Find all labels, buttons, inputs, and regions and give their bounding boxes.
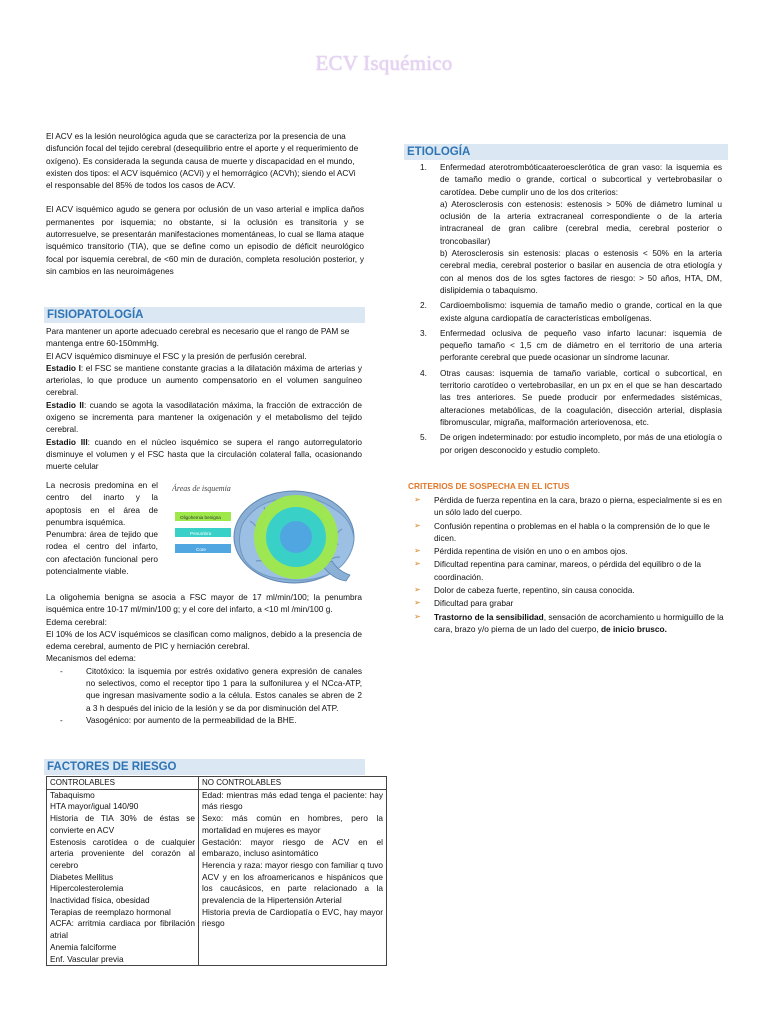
list-item <box>410 367 722 428</box>
item-number: 2. <box>420 300 427 311</box>
item-text: Dificultad para grabar <box>434 598 514 609</box>
arrow-bullet-icon: ➢ <box>414 611 421 621</box>
arrow-bullet-icon: ➢ <box>414 598 421 608</box>
estadio-1-text: : el FSC se mantiene constante gracias a la dilatación máxima de arterias y arteriolas, lo que produce un aumento compensatorio en el volumen sanguíneo cerebral. <box>46 362 363 398</box>
estadio-3-text: : cuando en el núcleo isquémico se supera el rango autorregulatorio disminuye el volumen y el FSC hasta que la circulación colateral falla, ocasionando muerte celular <box>46 436 362 472</box>
list-item <box>402 520 724 545</box>
intro-paragraph-1: El ACV es la lesión neurológica aguda que se caracteriza por la presencia de una disfunción focal del tejido cerebral (desequilibrio entre el aporte y el requerimiento de oxígeno). Es considerada la segunda causa de muerte y discapacidad en el mundo, existen dos tipos: el ACV isquémico (ACVi) y el hemorrágico (ACVh); siendo el ACVi el responsable del 85% de todos los casos de ACV. <box>46 131 359 191</box>
necrosis-text: La necrosis predomina en el centro del inarto y la apoptosis en el área de penumbra isquémica. <box>46 480 158 527</box>
estadio-3 <box>46 436 362 473</box>
controlables-cell: Tabaquismo HTA mayor/igual 140/90 Historia de TIA 30% de éstas se convierte en ACV Estenosis carotídea o de cualquier arteria proveniente del corazón al cerebro Diabetes Mellitus Hipercolesterolemia Inactividad física, obesidad Terapias de reemplazo hormonal ACFA: arritmia cardiaca por fibrilación atrial Anemia falciforme Enf. Vascular previa <box>47 789 199 966</box>
item-number: 1. <box>420 162 427 172</box>
item-text: Dolor de cabeza fuerte, repentino, sin causa conocida. <box>434 585 635 596</box>
arrow-bullet-icon: ➢ <box>414 495 421 504</box>
page-title: ECV Isquémico <box>315 51 453 75</box>
list-item <box>410 299 722 324</box>
item-text: Confusión repentina o problemas en el habla o la comprensión de lo que le dicen. <box>434 520 710 543</box>
estadio-2 <box>46 399 362 436</box>
no-controlables-cell: Edad: mientras más edad tenga el paciente: hay más riesgo Sexo: más común en hombres, pero la mortalidad en mujeres es mayor Gestación: mayor riesgo de ACV en el embarazo, incluso asintomático Herencia y raza: mayor riesgo con familiar q tuvo ACV y en los afroamericanos e hispánicos que los caucásicos, en parte relacionado a la prevalencia de la Hipertensión Arterial Historia previa de Cardiopatía o EVC, hay mayor riesgo <box>199 789 387 966</box>
item-text: Otras causas: isquemia de tamaño variable, cortical o subcortical, en territorio carotídeo o vertebrobasilar, en un px en el que se han descartado las tres anteriores. Se puede producir por enfermedades sistémicas, alteraciones metabólicas, de la coagulación, disección arterial, displasia fibromuscular, migraña, malformación arteriovenosa, etc. <box>440 367 722 427</box>
criterios-list-wrap <box>402 494 724 636</box>
arrow-bullet-icon: ➢ <box>414 559 421 569</box>
estadio-2-label: Estadio II <box>46 399 84 410</box>
item-number: 3. <box>420 327 427 338</box>
criterios-heading: CRITERIOS DE SOSPECHA EN EL ICTUS <box>408 481 570 491</box>
item-text: Cardioembolismo: isquemia de tamaño medio o grande, cortical en la que existe alguna cardiopatía de características embolígenas. <box>440 300 722 323</box>
item-text: De origen indeterminado: por estudio incompleto, por más de una etiología o por origen desconocido y estudio completo. <box>440 432 722 455</box>
estadio-1-label: Estadio I <box>46 362 81 373</box>
list-item <box>402 611 724 636</box>
fisiopatologia-heading: FISIOPATOLOGÍA <box>44 307 365 323</box>
etiologia-list-wrap <box>410 161 722 459</box>
item-bold-end: de inicio brusco. <box>600 623 667 634</box>
figure-title: Áreas de isquemia <box>172 484 231 493</box>
fisio-paragraph-2: El ACV isquémico disminuye el FSC y la presión de perfusión cerebral. <box>46 350 307 361</box>
factores-riesgo-heading: FACTORES DE RIESGO <box>44 759 365 775</box>
item-bold: Trastorno de la sensibilidad <box>434 611 544 622</box>
mecanismos-heading: Mecanismos del edema: <box>46 653 136 664</box>
list-item <box>410 327 722 364</box>
intro-paragraph-2: El ACV isquémico agudo se genera por oclusión de un vaso arterial e implica daños permanentes por isquemia; no obstante, si la oclusión es transitoria y se autorresuelve, se presentarán manifestaciones momentáneas, lo cual se llama ataque isquémico transitorio (TIA), que se define como un episodio de déficit neurológico focal por isquemia cerebral, de <60 min de duración, completa resolución posterior, y sin cambios en las neuroimágenes <box>46 204 364 276</box>
list-item <box>402 494 724 519</box>
item-text: Dificultad repentina para caminar, mareos, o pérdida del equilibro o de la coordinación. <box>434 559 702 582</box>
edema-text: El 10% de los ACV isquémicos se clasifican como malignos, debido a la presencia de edema cerebral, aumento de PIC y herniación cerebral. <box>46 628 362 652</box>
brain-ischemia-illustration <box>172 481 372 585</box>
col-no-controlables: NO CONTROLABLES <box>199 777 387 790</box>
arrow-bullet-icon: ➢ <box>414 585 421 595</box>
item-number: 5. <box>420 432 427 443</box>
item-number: 4. <box>420 367 427 378</box>
oligohemia-text: La oligohemia benigna se asocia a FSC mayor de 17 ml/min/100; la penumbra isquémica entre 10-17 ml/min/100 g; y el core del infarto, a <10 ml /min/100 g. <box>46 592 362 615</box>
citotoxico-text: Citotóxico: la isquemia por estrés oxidativo genera expresión de canales no selectivos, como el receptor tipo 1 para la sulfonilurea y el NCca-ATP, que ingresan masivamente sodio a la célula. Estos canales se abren de 2 a 3 h después del inicio de la lesión y se da por disminución del ATP. <box>86 665 362 713</box>
list-item <box>402 545 724 557</box>
table-row <box>47 789 387 966</box>
edema-heading: Edema cerebral: <box>46 616 107 627</box>
criterios-list <box>402 494 724 635</box>
estadio-2-text: : cuando se agota la vasodilatación máxima, la fracción de extracción de oxigeno se incrementa para mantener la oxigenación y el metabolismo del tejido cerebral. <box>46 399 362 435</box>
mecanismo-citotoxico: - Citotóxico: la isquemia por estrés oxidativo genera expresión de canales no selectivos, como el receptor tipo 1 para la sulfonilurea y el NCca-ATP, que ingresan masivamente sodio a la célula. Estos canales se abren de 2 a 3 h después del inicio de la lesión y se da por disminución del ATP. <box>60 665 362 713</box>
legend-oligohemia: Oligohemia benigna <box>180 515 221 520</box>
item-sub-b: b) Aterosclerosis sin estenosis: placas o estenosis < 50% en la arteria cerebral media, cerebral posterior o basilar en ausencia de otra etiología y con al menos dos de los sgtes factores de riesgo: > 50 años, HTA, DM, dislipidemia o tabaquismo. <box>440 248 722 295</box>
list-item <box>410 161 722 296</box>
fisiopatologia-body <box>46 325 362 473</box>
mecanismo-vasogenico: - Vasogénico: por aumento de la permeabilidad de la BHE. <box>60 714 297 725</box>
estadio-3-label: Estadio III <box>46 436 88 447</box>
arrow-bullet-icon: ➢ <box>414 546 421 556</box>
fisio-body-2 <box>46 591 362 726</box>
risk-table <box>46 776 387 966</box>
penumbra-text: Penumbra: área de tejido que rodea el centro del infarto, con afectación funcional pero potencialmente viable. <box>46 529 158 577</box>
legend-core: Core <box>196 547 206 552</box>
fisio-paragraph-1: Para mantener un aporte adecuado cerebral es necesario que el rango de PAM se mantenga entre 60-150mmHg. <box>46 326 350 349</box>
item-text: Pérdida de fuerza repentina en la cara, brazo o pierna, especialmente si es en un sólo lado del cuerpo. <box>434 495 722 518</box>
arrow-bullet-icon: ➢ <box>414 520 421 530</box>
item-text: Enfermedad aterotrombóticaateroesclerótica de gran vaso: la isquemia es de tamaño medio o grande, cortical o subcortical y vertebrobasilar o carotídea. Debe cumplir uno de los dos criterios: <box>440 162 722 197</box>
intro <box>46 130 364 277</box>
etiologia-heading: ETIOLOGÍA <box>404 144 728 160</box>
etiologia-list <box>410 161 722 456</box>
ischemia-figure <box>172 481 372 585</box>
legend-penumbra: Penumbra <box>190 531 212 536</box>
item-sub-a: a) Aterosclerosis con estenosis: estenosis > 50% de diámetro luminal u oclusión de la arteria extracraneal correspondiente o de la arteria intracraneal de gran calibre (cerebral media, cerebral posterior o troncobasilar) <box>440 198 722 246</box>
item-text: Enfermedad oclusiva de pequeño vaso infarto lacunar: isquemia de pequeño tamaño < 1,5 cm de diámetro en el territorio de una arteria perforante cerebral que puede ocasionar un síndrome lacunar. <box>440 327 722 363</box>
table-header-row <box>47 777 387 790</box>
core-zone <box>280 521 312 553</box>
list-item <box>402 597 724 609</box>
vasogenico-text: Vasogénico: por aumento de la permeabilidad de la BHE. <box>86 714 297 725</box>
estadio-1 <box>46 362 362 399</box>
item-text: Pérdida repentina de visión en uno o en ambos ojos. <box>434 546 628 557</box>
list-item <box>402 558 724 583</box>
col-controlables: CONTROLABLES <box>47 777 199 790</box>
necrosis-block <box>46 479 158 577</box>
list-item <box>410 431 722 456</box>
item-text: , sensación de acorchamiento u hormiguillo de la cara, brazo y/o pierna de un lado del cuerpo, <box>434 611 724 634</box>
list-item <box>402 584 724 596</box>
risk-table-wrap <box>46 776 387 966</box>
